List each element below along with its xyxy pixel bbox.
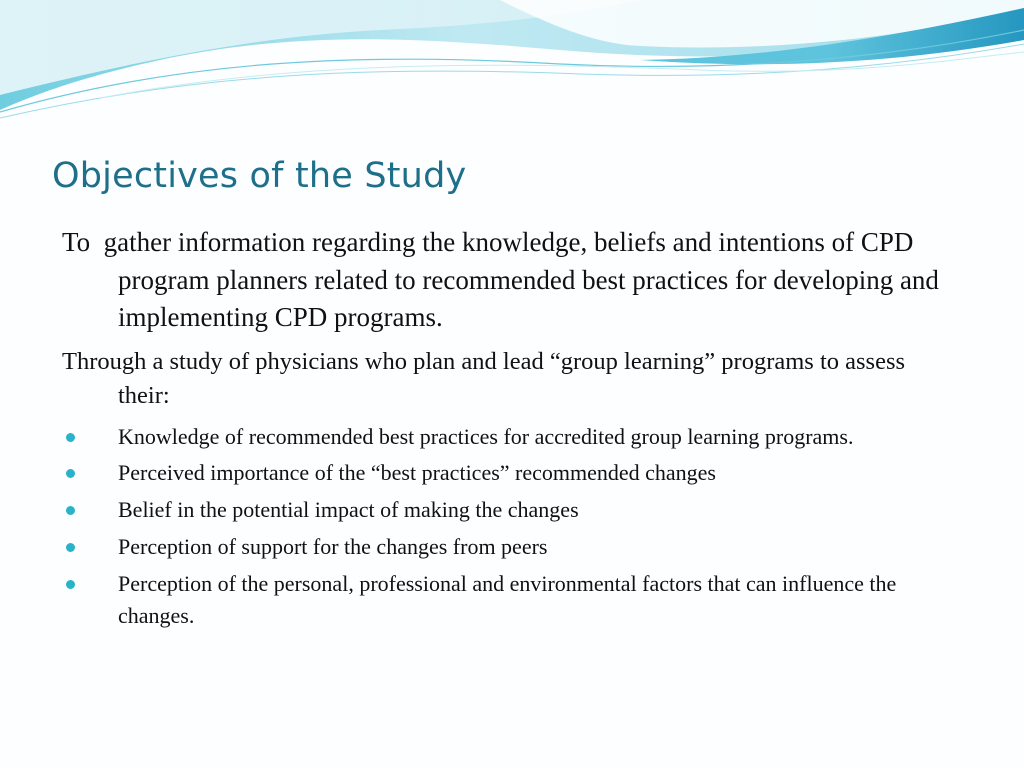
bullet-text: Belief in the potential impact of making the changes (118, 496, 579, 522)
header-wave-decoration (0, 0, 1024, 130)
bullet-text: Perception of the personal, professional and environmental factors that can influence the changes. (118, 570, 897, 628)
bullet-dot-icon (66, 506, 75, 515)
slide-title: Objectives of the Study (52, 156, 467, 196)
bullet-dot-icon (66, 469, 75, 478)
bullet-dot-icon (66, 543, 75, 552)
bullet-dot-icon (66, 433, 75, 442)
bullet-text: Perception of support for the changes from peers (118, 533, 548, 559)
bullet-item-support (62, 531, 962, 563)
objective-paragraph-2: Through a study of physicians who plan and lead “group learning” programs to assess their: (62, 347, 912, 409)
bullet-dot-icon (66, 580, 75, 589)
bullet-item-knowledge (62, 421, 962, 452)
bullet-text: Knowledge of recommended best practices for accredited group learning programs. (118, 423, 854, 449)
bullet-text: Perceived importance of the “best practices” recommended changes (118, 459, 716, 485)
slide-body (62, 224, 962, 637)
bullet-item-importance (62, 457, 962, 489)
bullet-item-factors (62, 568, 962, 632)
bullet-item-impact (62, 494, 962, 526)
objective-paragraph-1: To gather information regarding the knowledge, beliefs and intentions of CPD program planners related to recommended best practices for developing and implementing CPD programs. (62, 227, 946, 332)
assessment-bullet-list (62, 421, 962, 632)
